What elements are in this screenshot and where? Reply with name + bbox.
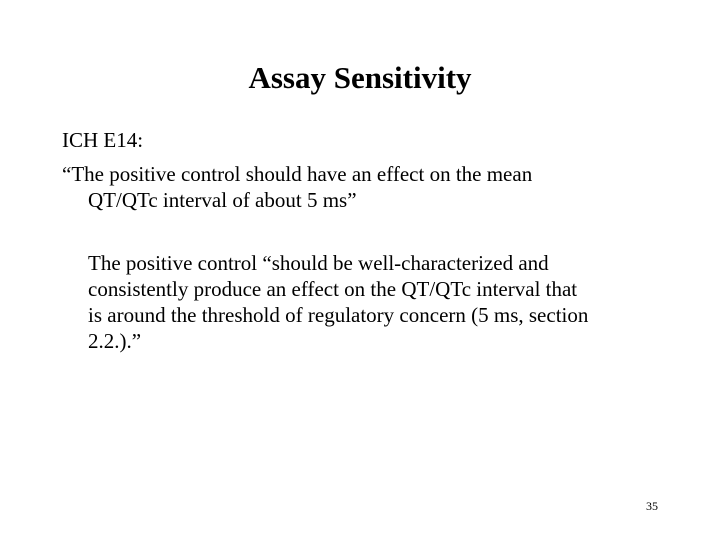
page-number: 35 — [646, 499, 658, 513]
slide-title: Assay Sensitivity — [248, 60, 472, 95]
quote-line-1: “The positive control should have an effect on the mean — [62, 162, 533, 186]
paragraph-line-4: 2.2.).” — [88, 329, 142, 353]
paragraph-line-2: consistently produce an effect on the QT/QTc interval that — [88, 277, 578, 301]
paragraph-line-3: is around the threshold of regulatory concern (5 ms, section — [88, 303, 589, 327]
quote-line-2: QT/QTc interval of about 5 ms” — [88, 188, 357, 212]
paragraph-line-1: The positive control “should be well-characterized and — [88, 251, 549, 275]
reference-label: ICH E14: — [62, 128, 144, 152]
positive-control-paragraph — [88, 250, 688, 354]
